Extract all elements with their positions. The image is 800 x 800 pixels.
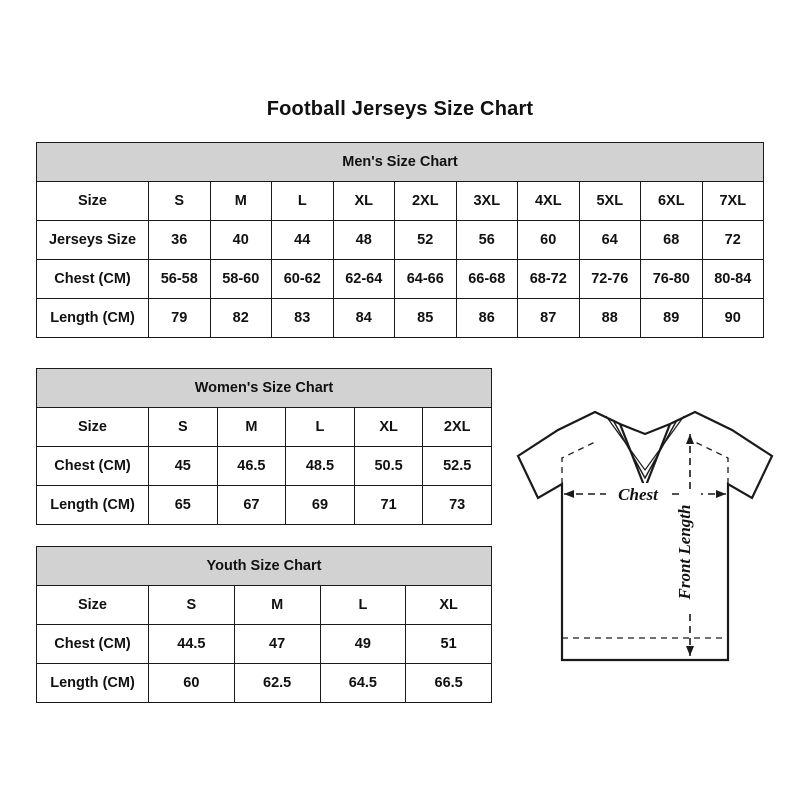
- table-cell: 60: [518, 221, 580, 260]
- table-cell: 62.5: [234, 664, 320, 703]
- youth-size-table: [36, 546, 492, 703]
- table-cell: 66.5: [406, 664, 492, 703]
- length-arrow-top: [686, 434, 694, 444]
- table-row: [37, 447, 492, 486]
- mens-table-title: Men's Size Chart: [37, 143, 764, 182]
- womens-col-header-xl: XL: [354, 408, 423, 447]
- table-cell: 51: [406, 625, 492, 664]
- table-row: [37, 664, 492, 703]
- womens-col-header-s: S: [149, 408, 218, 447]
- table-cell: 62-64: [333, 260, 395, 299]
- table-row: [37, 486, 492, 525]
- table-cell: 89: [641, 299, 703, 338]
- measurement-diagram: [500, 398, 790, 688]
- table-cell: 72: [702, 221, 764, 260]
- table-cell: 45: [149, 447, 218, 486]
- womens-table-header-band: [37, 369, 492, 408]
- tshirt-outline-icon: [500, 398, 790, 688]
- table-cell: 48: [333, 221, 395, 260]
- mens-col-header-l: L: [272, 182, 334, 221]
- table-cell: 49: [320, 625, 406, 664]
- left-sleeve-seam: [562, 442, 595, 484]
- womens-col-header-2xl: 2XL: [423, 408, 492, 447]
- table-cell: 36: [149, 221, 211, 260]
- mens-size-table: [36, 142, 764, 338]
- mens-row-label-chest: Chest (CM): [37, 260, 149, 299]
- mens-col-header-5xl: 5XL: [579, 182, 641, 221]
- table-row: [37, 299, 764, 338]
- table-cell: 87: [518, 299, 580, 338]
- front-length-label: Front Length: [675, 504, 694, 600]
- table-cell: 48.5: [286, 447, 355, 486]
- mens-col-header-s: S: [149, 182, 211, 221]
- table-cell: 73: [423, 486, 492, 525]
- table-cell: 60-62: [272, 260, 334, 299]
- table-cell: 82: [210, 299, 272, 338]
- table-cell: 64: [579, 221, 641, 260]
- womens-table-title: Women's Size Chart: [37, 369, 492, 408]
- womens-col-header-size: Size: [37, 408, 149, 447]
- mens-col-header-size: Size: [37, 182, 149, 221]
- table-cell: 90: [702, 299, 764, 338]
- mens-col-header-6xl: 6XL: [641, 182, 703, 221]
- table-cell: 71: [354, 486, 423, 525]
- table-cell: 79: [149, 299, 211, 338]
- womens-col-header-l: L: [286, 408, 355, 447]
- table-cell: 52: [395, 221, 457, 260]
- mens-size-chart-block: [36, 142, 764, 338]
- table-cell: 85: [395, 299, 457, 338]
- table-cell: 58-60: [210, 260, 272, 299]
- table-row: [37, 260, 764, 299]
- table-cell: 84: [333, 299, 395, 338]
- table-cell: 46.5: [217, 447, 286, 486]
- youth-col-header-s: S: [149, 586, 235, 625]
- mens-row-label-length: Length (CM): [37, 299, 149, 338]
- table-cell: 69: [286, 486, 355, 525]
- table-cell: 67: [217, 486, 286, 525]
- table-cell: 64-66: [395, 260, 457, 299]
- youth-col-header-m: M: [234, 586, 320, 625]
- shirt-body-path: [518, 412, 772, 660]
- table-cell: 88: [579, 299, 641, 338]
- table-cell: 56: [456, 221, 518, 260]
- table-cell: 83: [272, 299, 334, 338]
- mens-col-header-m: M: [210, 182, 272, 221]
- table-cell: 60: [149, 664, 235, 703]
- table-cell: 56-58: [149, 260, 211, 299]
- table-cell: 40: [210, 221, 272, 260]
- table-row: [37, 221, 764, 260]
- table-cell: 44.5: [149, 625, 235, 664]
- table-row: [37, 625, 492, 664]
- mens-col-header-4xl: 4XL: [518, 182, 580, 221]
- table-row: [37, 586, 492, 625]
- womens-size-table: [36, 368, 492, 525]
- table-cell: 44: [272, 221, 334, 260]
- womens-row-label-length: Length (CM): [37, 486, 149, 525]
- mens-col-header-3xl: 3XL: [456, 182, 518, 221]
- table-cell: 72-76: [579, 260, 641, 299]
- table-cell: 50.5: [354, 447, 423, 486]
- mens-row-label-jerseys-size: Jerseys Size: [37, 221, 149, 260]
- womens-row-label-chest: Chest (CM): [37, 447, 149, 486]
- womens-size-chart-block: [36, 368, 492, 525]
- mens-table-header-band: [37, 143, 764, 182]
- table-cell: 52.5: [423, 447, 492, 486]
- youth-col-header-size: Size: [37, 586, 149, 625]
- mens-col-header-2xl: 2XL: [395, 182, 457, 221]
- table-cell: 64.5: [320, 664, 406, 703]
- chest-label: Chest: [618, 485, 658, 504]
- table-cell: 66-68: [456, 260, 518, 299]
- youth-table-header-band: [37, 547, 492, 586]
- youth-row-label-chest: Chest (CM): [37, 625, 149, 664]
- youth-size-chart-block: [36, 546, 492, 703]
- length-arrow-bottom: [686, 646, 694, 656]
- table-cell: 68-72: [518, 260, 580, 299]
- chest-arrow-right: [716, 490, 726, 498]
- table-row: [37, 408, 492, 447]
- right-sleeve-seam: [695, 442, 728, 484]
- table-cell: 76-80: [641, 260, 703, 299]
- youth-row-label-length: Length (CM): [37, 664, 149, 703]
- youth-col-header-xl: XL: [406, 586, 492, 625]
- table-cell: 68: [641, 221, 703, 260]
- mens-col-header-7xl: 7XL: [702, 182, 764, 221]
- youth-col-header-l: L: [320, 586, 406, 625]
- womens-col-header-m: M: [217, 408, 286, 447]
- mens-col-header-xl: XL: [333, 182, 395, 221]
- chest-arrow-left: [564, 490, 574, 498]
- page-title: Football Jerseys Size Chart: [266, 98, 534, 120]
- youth-table-title: Youth Size Chart: [37, 547, 492, 586]
- table-cell: 65: [149, 486, 218, 525]
- table-row: [37, 182, 764, 221]
- table-cell: 86: [456, 299, 518, 338]
- table-cell: 47: [234, 625, 320, 664]
- table-cell: 80-84: [702, 260, 764, 299]
